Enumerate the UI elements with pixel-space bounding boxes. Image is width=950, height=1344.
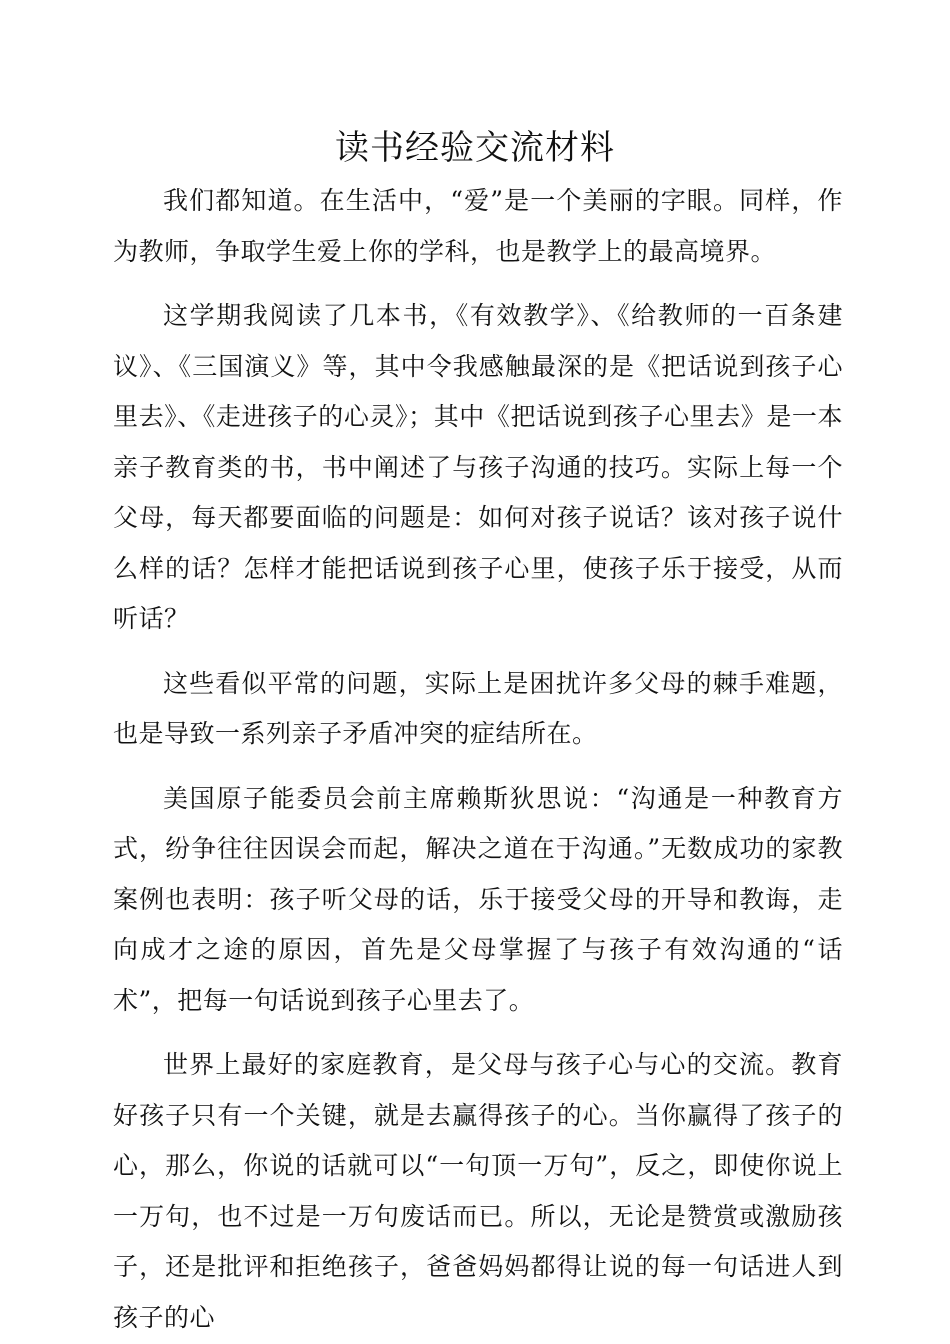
- paragraph-4: 美国原子能委员会前主席赖斯狄思说：“沟通是一种教育方式，纷争往往因误会而起，解决之道在于沟通。”无数成功的家教案例也表明：孩子听父母的话，乐于接受父母的开导和教诲，走向成才之途的原因，首先是父母掌握了与孩子有效沟通的“话术”，把每一句话说到孩子心里去了。: [113, 783, 843, 1015]
- paragraph-3: 这些看似平常的问题，实际上是困扰许多父母的棘手难题，也是导致一系列亲子矛盾冲突的症结所在。: [113, 668, 843, 748]
- paragraph-5: 世界上最好的家庭教育，是父母与孩子心与心的交流。教育好孩子只有一个关键，就是去赢得孩子的心。当你赢得了孩子的心，那么，你说的话就可以“一句顶一万句”，反之，即使你说上一万句，也不过是一万句废话而已。所以，无论是赞赏或激励孩子，还是批评和拒绝孩子，爸爸妈妈都得让说的每一句话进人到孩子的心: [113, 1050, 843, 1332]
- document-body: [113, 176, 843, 1343]
- paragraph-2: 这学期我阅读了几本书，《有效教学》、《给教师的一百条建议》、《三国演义》等，其中令我感触最深的是《把话说到孩子心里去》、《走进孩子的心灵》；其中《把话说到孩子心里去》是一本亲子教育类的书，书中阐述了与孩子沟通的技巧。实际上每一个父母，每天都要面临的问题是：如何对孩子说话？该对孩子说什么样的话？怎样才能把话说到孩子心里，使孩子乐于接受，从而听话？: [113, 301, 843, 633]
- paragraph-1: 我们都知道。在生活中，“爱”是一个美丽的字眼。同样，作为教师，争取学生爱上你的学科，也是教学上的最高境界。: [113, 186, 843, 266]
- document-title: 读书经验交流材料: [335, 128, 615, 168]
